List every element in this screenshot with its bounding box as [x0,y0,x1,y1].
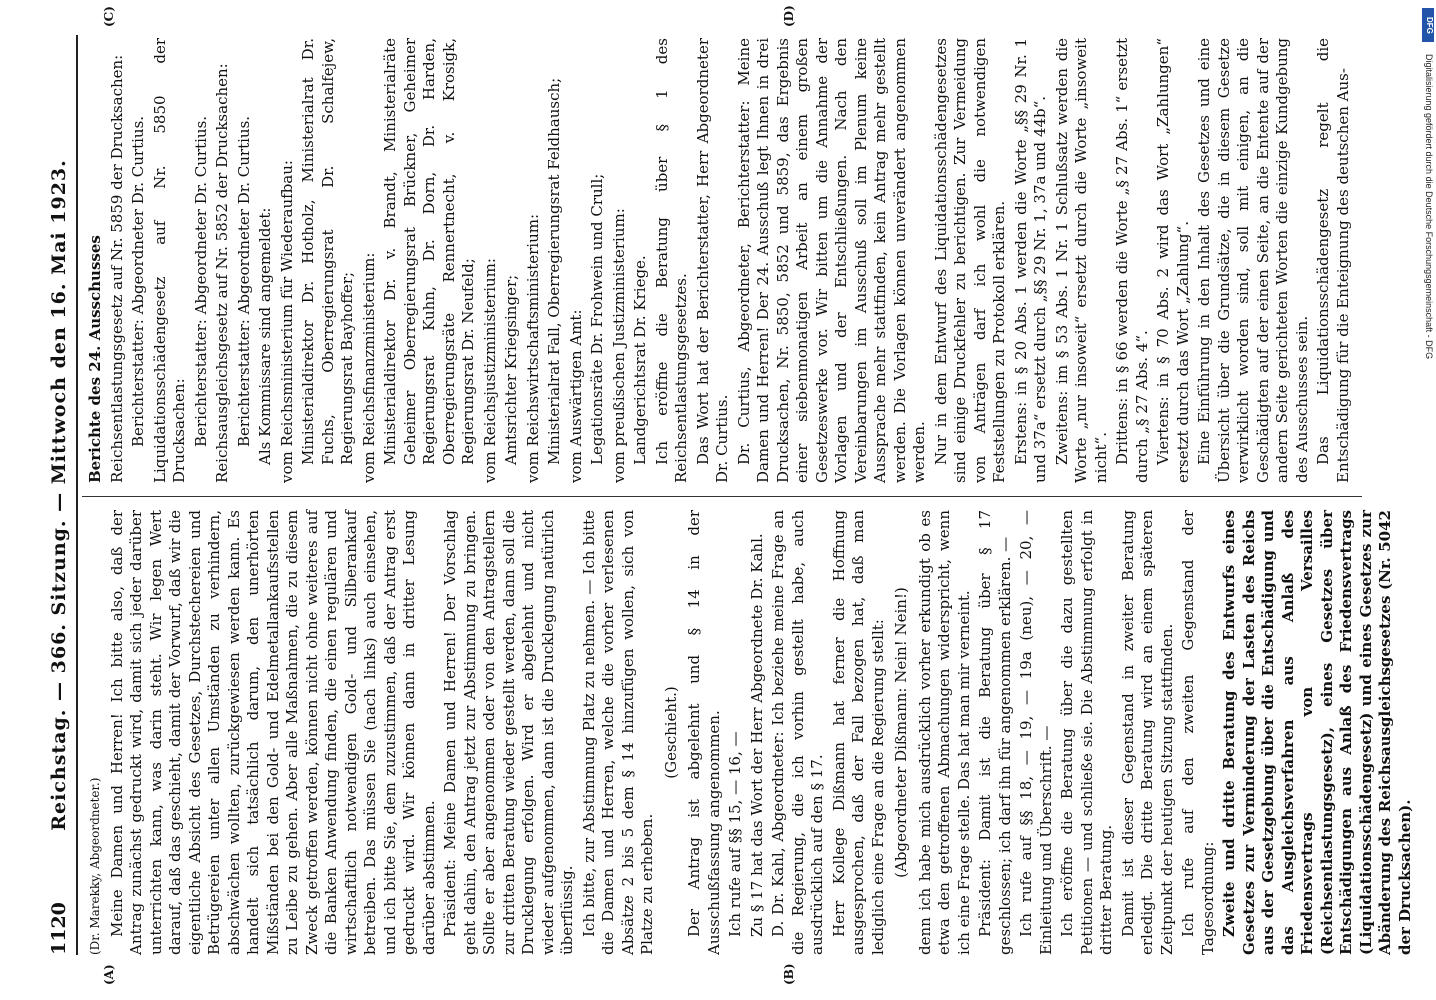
digitization-credit [1420,10,1436,990]
paragraph: Als Kommissare sind angemeldet: [256,207,274,465]
paragraph: Präsident: Meine Damen und Herren! Der Vorschlag geht dahin, den Antrag jetzt zur Abstimmung zu bringen. Sollte er aber angenommen oder von den Antragstellern zur dritten Beratung wieder gestellt werden, dann soll die Drucklegung erfolgen. Wird er abgelehnt und nicht wieder aufgenommen, dann ist die Drucklegung natürlich überflüssig. [441,510,576,955]
ministry-line: vom Reichswirtschaftsministerium: [523,213,542,483]
stage-direction: (Geschieht.) [661,686,680,779]
paragraph: Viertens: in § 70 Abs. 2 wird das Wort „Zahlungen“ ersetzt durch das Wort „Zahlung“. [1154,38,1192,483]
paragraph: Das Wort hat der Berichterstatter, Herr Abgeordneter Dr. Curtius. [693,38,731,483]
paragraph: Erstens: in § 20 Abs. 1 werden die Worte „§§ 29 Nr. 1 und 37a“ ersetzt durch „§§ 29 Nr. 1, 37a und 44b“. [1011,38,1049,483]
stage-direction: (Abgeordneter Dißmann: Nein! Nein!) [892,587,910,878]
commissioner-list: Ministerialrat Fall, Oberregierungsrat Feldhausch; [545,77,563,465]
paragraph: Ich eröffne die Beratung über § 1 des Reichsentlastungsgesetzes. [652,38,690,483]
speaker-continuation: (Dr. Marekky, Abgeordneter.) [88,777,102,955]
ministry-line: vom preußischen Justizministerium: [609,208,628,483]
ministry-line: vom Reichsfinanzministerium: [359,252,378,483]
paragraph: Das Liquidationsschädengesetz regelt die Entschädigung für die Enteignung des deutschen Aus- [1314,38,1352,483]
credit-text: Digitalisierung gefördert durch die Deutsche Forschungsgemeinschaft - DFG [1424,54,1434,360]
paragraph: Präsident: Damit ist die Beratung über § 17 geschlossen; ich darf ihn für angenommen erklären. — [976,510,1014,955]
commissioner-list: Landgerichtsrat Dr. Kriege. [631,255,649,465]
running-title: Reichstag. — 366. Sitzung. — Mittwoch den 16. Mai 1923. [48,159,70,831]
commissioner-list: Ministerialdirektor Dr. v. Brandt, Ministerialräte Geheimer Oberregierungsrat Brückner, Geheimer Regierungsrat Kuhn, Dr. Dorn, Dr. Harden, Oberregierungsräte Rennertnecht, v. Krosigk, Regierungsrat Dr. Neufeld; [381,38,477,465]
paragraph: Eine Einführung in den Inhalt des Gesetzes und eine Übersicht über die Grundsätze, die in diesem Gesetze verwirklicht worden sind, soll mit einigen, an die Geschädigten auf der einen Seite, an die Entente auf der andern Seite gerichteten Worten die einzige Kundgebung des Ausschusses sein. [1195,38,1311,483]
paragraph: Damit ist dieser Gegenstand in zweiter Beratung erledigt. Die dritte Beratung wird an einem späteren Zeitpunkt der heutigen Sitzung stattfinden. [1118,510,1176,955]
paragraph: Ich bitte, zur Abstimmung Platz zu nehmen. — Ich bitte die Damen und Herren, welche die vorher verlesenen Absätze 2 bis 5 dem § 14 hinzufügen wollen, sich von Platze zu erheben. [579,510,656,955]
paragraph: denn ich habe mich ausdrücklich vorher erkundigt ob es etwa den getroffenen Abmachungen widerspricht, wenn ich eine Frage stelle. Das hat man mir verneint. [915,510,973,955]
dfg-logo: DFG [1422,8,1434,42]
rapporteur-line: Berichterstatter: Abgeordneter Dr. Curtius. [191,115,210,447]
margin-marker-d: (D) [782,5,796,27]
ministry-line: vom Auswärtigen Amt: [566,309,585,483]
agenda-item: Zweite und dritte Beratung des Entwurfs eines Gesetzes zur Verminderung der Lasten des Reichs aus der Gesetzgebung über die Entschädigung und das Ausgleichsverfahren aus Anlaß des Friedensvertrags von Versailles (Reichsentlastungsgesetz), eines Gesetzes über Entschädigungen aus Anlaß des Friedensvertrags (Liquidationsschädengesetz) und eines Gesetzes zur Abänderung des Reichsausgleichsgesetzes (Nr. 5042 der Drucksachen). [1220,510,1414,955]
paragraph: D. Dr. Kahl, Abgeordneter: Ich beziehe meine Frage an die Regierung, die ich vorhin gestellt habe, auch ausdrücklich auf den § 17. [769,510,826,955]
report-line: Reichsausgleichsgesetz auf Nr. 5852 der Drucksachen: [213,63,231,483]
paragraph: Ich rufe auf §§ 18, — 19, — 19a (neu), — 20, — Einleitung und Überschrift. — [1017,510,1055,955]
report-line: Reichsentlastungsgesetz auf Nr. 5859 der Drucksachen: [107,54,126,483]
paragraph: Ich rufe auf den zweiten Gegenstand der Tagesordnung: [1179,510,1217,955]
rapporteur-line: Berichterstatter: Abgeordneter Dr. Curtius. [129,115,147,447]
ministry-line: vom Reichsjustizministerium: [480,258,499,483]
left-column [86,510,1414,955]
rapporteur-line: Berichterstatter: Abgeordneter Dr. Curtius. [234,115,253,447]
commissioner-list: Ministerialdirektor Dr. Hotholz, Ministerialrat Dr. Fuchs, Oberregierungsrat Dr. Schalfejew, Regierungsrat Bayhoffer; [299,38,356,465]
report-line: Liquidationsschädengesetz auf Nr. 5850 der Drucksachen: [150,38,188,483]
page-number: 1120 [48,902,70,955]
commissioner-list: Amtsrichter Kriegsinger; [502,274,520,465]
paragraph: Meine Damen und Herren! Ich bitte also, daß der Antrag zunächst gedruckt wird, damit sich jeder darüber unterrichten kann, was darin steht. Wir legen Wert darauf, daß das geschieht, damit der Vorwurf, daß wir die eigentliche Absicht des Gesetzes, Durchstechereien und Betrügereien unter allen Umständen zu verhindern, abschwächen wollten, zurückgewiesen werden kann. Es handelt sich tatsächlich darum, den unerhörten Mißständen bei den Gold- und Edelmetallankaufsstellen zu Leibe zu gehen. Aber alle Maßnahmen, die zu diesem Zweck getroffen werden, können nicht ohne weiteres auf die Banken Anwendung finden, die einen regulären und wirtschaftlich notwendigen Gold- und Silberankauf betreiben. Das müssen Sie (nach links) auch einsehen, und ich bitte Sie, dem zuzustimmen, daß der Antrag erst gedruckt wird. Wir können dann in dritter Lesung darüber abstimmen. [107,510,438,955]
paragraph: Drittens: in § 66 werden die Worte „§ 27 Abs. 1“ ersetzt durch „§ 27 Abs. 4“. [1113,38,1151,483]
paragraph: Dr. Curtius, Abgeordneter, Berichterstatter: Meine Damen und Herren! Der 24. Ausschuß legt Ihnen in drei Drucksachen, Nr. 5850, 5852 und 5859, das Ergebnis einer siebenmonatigen Arbeit an einem großen Gesetzeswerke vor. Wir bitten um die Annahme der Vorlagen und der Entschließungen. Nach den Vereinbarungen im Ausschuß soll im Plenum keine Aussprache mehr stattfinden, kein Antrag mehr gestellt werden. Die Vorlagen können unverändert angenommen werden. [734,38,928,483]
ministry-line: vom Reichsministerium für Wiederaufbau: [277,160,296,483]
column-divider [82,496,1362,497]
margin-marker-a: (A) [102,964,116,985]
paragraph: Ich rufe auf §§ 15, — 16, — [726,731,744,937]
paragraph: Zweitens: im § 53 Abs. 1 Nr. 1 Schlußsatz werden die Worte „nur insoweit“ ersetzt durch die Worte „insoweit nicht“. [1052,38,1110,483]
document-page [42,5,1414,985]
paragraph: Nur in dem Entwurf des Liquidationsschädengesetzes sind einige Druckfehler zu berichtigen. Zur Vermeidung von Anträgen darf ich wohl die notwendigen Feststellungen zu Protokoll erklären. [931,38,1008,483]
paragraph: Zu § 17 hat das Wort der Herr Abgeordnete Dr. Kahl. [747,533,766,937]
page-header [42,35,78,955]
section-heading: Berichte des 24. Ausschusses [86,235,104,483]
margin-marker-b: (B) [782,963,796,985]
paragraph: Ich eröffne die Beratung über die dazu gestellten Petitionen — und schließe sie. Die Abstimmung erfolgt in dritter Beratung. [1058,510,1115,955]
right-column [86,38,1356,483]
margin-marker-c: (C) [102,6,116,27]
paragraph: Herr Kollege Dißmann hat ferner die Hoffnung ausgesprochen, daß der Fall bezogen hat, daß man lediglich eine Frage an die Regierung stellt: [829,510,887,955]
commissioner-list: Legationsräte Dr. Frohwein und Crull; [588,173,606,465]
paragraph: Der Antrag ist abgelehnt und § 14 in der Ausschußfassung angenommen. [685,510,723,955]
